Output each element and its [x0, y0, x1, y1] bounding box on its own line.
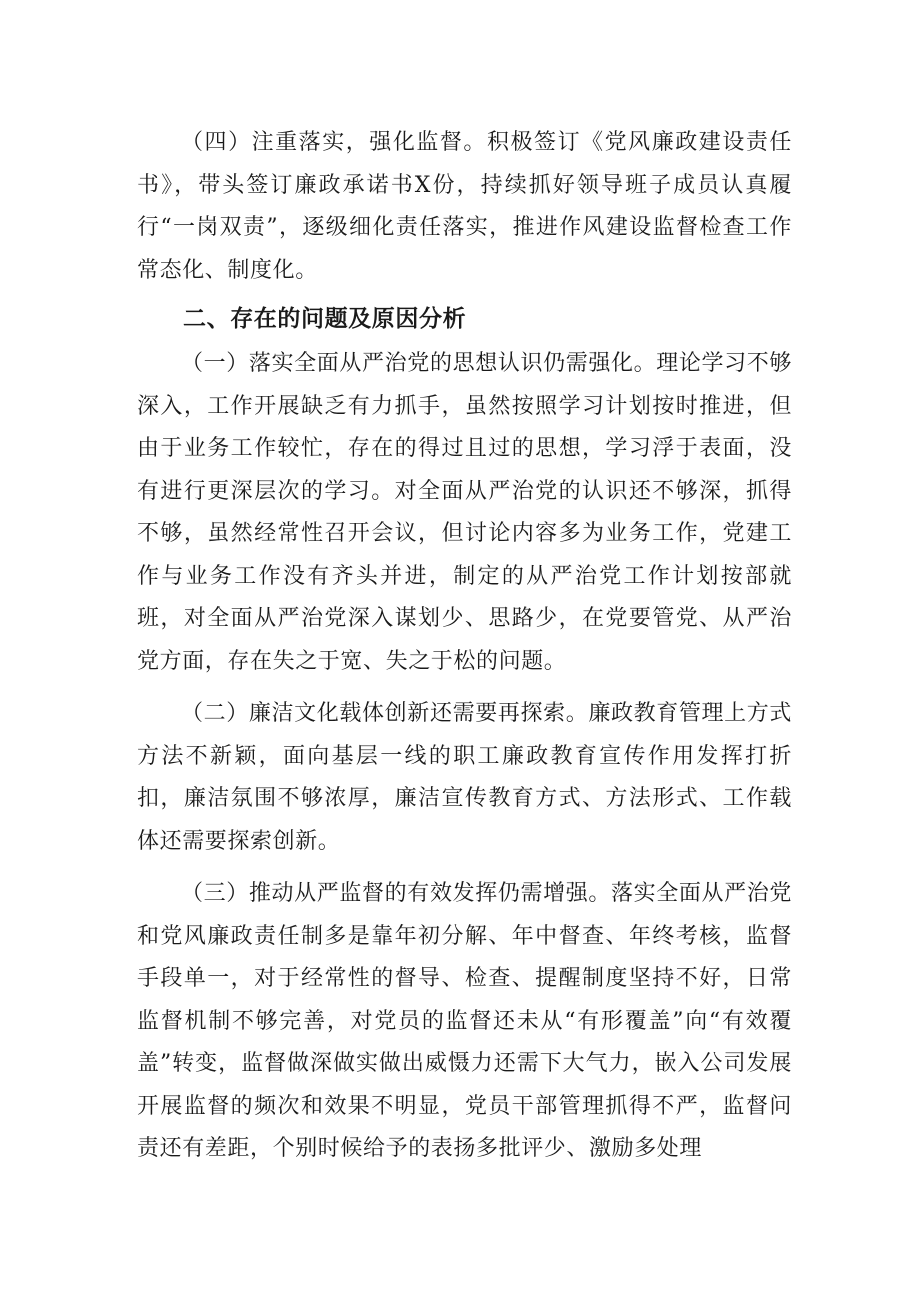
document-body [137, 122, 792, 1171]
paragraph-four-implementation: （四）注重落实，强化监督。积极签订《党风廉政建设责任书》，带头签订廉政承诺书X份，持续抓好领导班子成员认真履行“一岗双责”，逐级细化责任落实，推进作风建设监督检查工作常态化、制度化。 [137, 130, 792, 283]
paragraph-three-supervision: （三）推动从严监督的有效发挥仍需增强。落实全面从严治党和党风廉政责任制多是靠年初分解、年中督查、年终考核，监督手段单一，对于经常性的督导、检查、提醒制度坚持不好，日常监督机制不够完善，对党员的监督还未从“有形覆盖”向“有效覆盖”转变，监督做深做实做出威慑力还需下大气力，嵌入公司发展开展监督的频次和效果不明显，党员干部管理抓得不严，监督问责还有差距，个别时候给予的表扬多批评少、激励多处理 [137, 881, 792, 1161]
paragraph-two-integrity-culture: （二）廉洁文化载体创新还需要再探索。廉政教育管理上方式方法不新颖，面向基层一线的职工廉政教育宣传作用发挥打折扣，廉洁氛围不够浓厚，廉洁宣传教育方式、方法形式、工作载体还需要探索创新。 [137, 701, 792, 854]
paragraph-one-ideological-awareness: （一）落实全面从严治党的思想认识仍需强化。理论学习不够深入，工作开展缺乏有力抓手，虽然按照学习计划按时推进，但由于业务工作较忙，存在的得过且过的思想，学习浮于表面，没有进行更深层次的学习。对全面从严治党的认识还不够深，抓得不够，虽然经常性召开会议，但讨论内容多为业务工作，党建工作与业务工作没有齐头并进，制定的从严治党工作计划按部就班，对全面从严治党深入谋划少、思路少，在党要管党、从严治党方面，存在失之于宽、失之于松的问题。 [137, 351, 792, 674]
section-heading-problems: 二、存在的问题及原因分析 [183, 306, 467, 332]
